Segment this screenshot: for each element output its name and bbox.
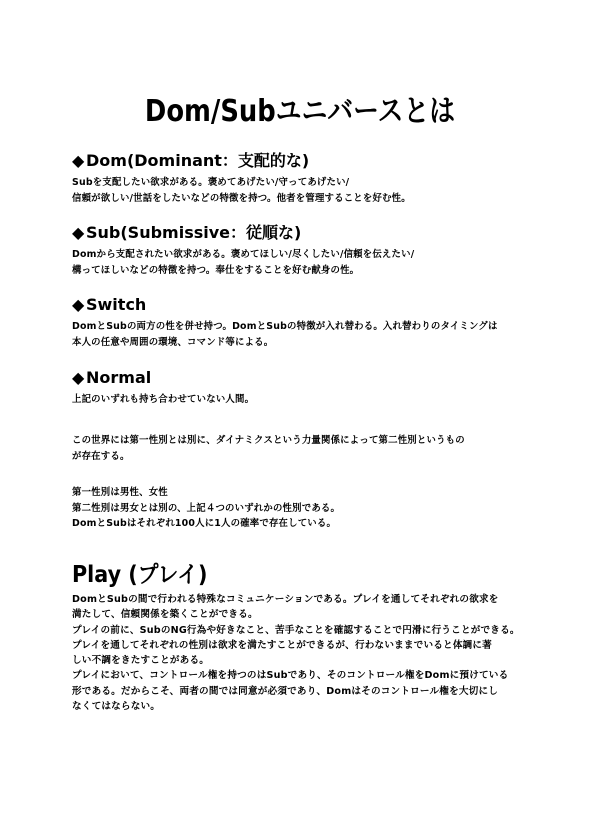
normal-line-1: 上記のいずれも持ち合わせていない人間。 [72, 394, 255, 405]
play-heading: Play (プレイ) [72, 562, 208, 588]
world-paragraph [72, 433, 552, 464]
world-line-1: この世界には第一性別とは別に、ダイナミクスという力量関係によって第二性別というもの [72, 435, 465, 446]
sub-line-1: Domから支配されたい欲求がある。褒めてほしい/尽くしたい/信頼を伝えたい/ [72, 249, 415, 260]
dom-line-2: 信頼が欲しい/世話をしたいなどの特徴を持つ。他者を管理することを好む性。 [72, 192, 411, 204]
heading-text-sub: Sub(Submissive：従順な) [86, 223, 302, 242]
gender-paragraph [72, 485, 552, 532]
play-line-6: プレイにおいて、コントロール権を持つのはSubであり、そのコントロール権をDomに預けている [72, 670, 509, 682]
play-line-8: なくてはならない。 [72, 701, 161, 713]
play-line-1: DomとSubの間で行われる特殊なコミュニケーションである。プレイを通してそれぞれの欲求を [72, 594, 499, 605]
diamond-bullet-icon: ◆ [72, 295, 85, 314]
switch-line-2: 本人の任意や周囲の環境、コマンド等による。 [72, 336, 274, 348]
world-line-2: が存在する。 [72, 450, 130, 462]
dom-line-1: Subを支配したい欲求がある。褒めてあげたい/守ってあげたい/ [72, 177, 350, 188]
play-line-4: プレイを通してそれぞれの性別は欲求を満たすことができるが、行わないままでいると体調に著 [72, 639, 492, 651]
play-line-5: しい不調をきたすことがある。 [72, 655, 210, 667]
section-dom [72, 150, 552, 206]
play-line-2: 満たして、信頼関係を築くことができる。 [72, 609, 258, 621]
switch-line-1: DomとSubの両方の性を併せ持つ。DomとSubの特徴が入れ替わる。入れ替わりのタイミングは [72, 321, 498, 332]
diamond-bullet-icon: ◆ [72, 368, 85, 387]
gender-line-2: 第二性別は男女とは別の、上記４つのいずれかの性別である。 [72, 502, 341, 514]
section-switch [72, 294, 552, 350]
heading-text-dom: Dom(Dominant：支配的な) [86, 151, 310, 170]
section-heading-dom [72, 150, 552, 172]
play-line-3: プレイの前に、SubのNG行為や好きなこと、苦手なことを確認することで円滑に行うことができる。 [72, 624, 520, 636]
sub-line-2: 構ってほしいなどの特徴を持つ。奉仕をすることを好む献身の性。 [72, 264, 360, 276]
heading-text-normal: Normal [86, 368, 152, 387]
gender-line-1: 第一性別は男性、女性 [72, 487, 168, 498]
section-play [72, 560, 552, 714]
diamond-bullet-icon: ◆ [72, 223, 85, 242]
section-heading-normal [72, 367, 552, 389]
diamond-bullet-icon: ◆ [72, 151, 85, 170]
page-title: Dom/Subユニバースとは [144, 94, 456, 129]
section-sub [72, 222, 552, 278]
section-heading-switch [72, 294, 552, 316]
section-normal [72, 367, 552, 408]
heading-text-switch: Switch [86, 295, 147, 314]
section-heading-sub [72, 222, 552, 244]
play-line-7: 形である。だからこそ、両者の間では同意が必須であり、Domはそのコントロール権を大切にし [72, 685, 499, 697]
gender-line-3: DomとSubはそれぞれ100人に1人の確率で存在している。 [72, 518, 337, 529]
